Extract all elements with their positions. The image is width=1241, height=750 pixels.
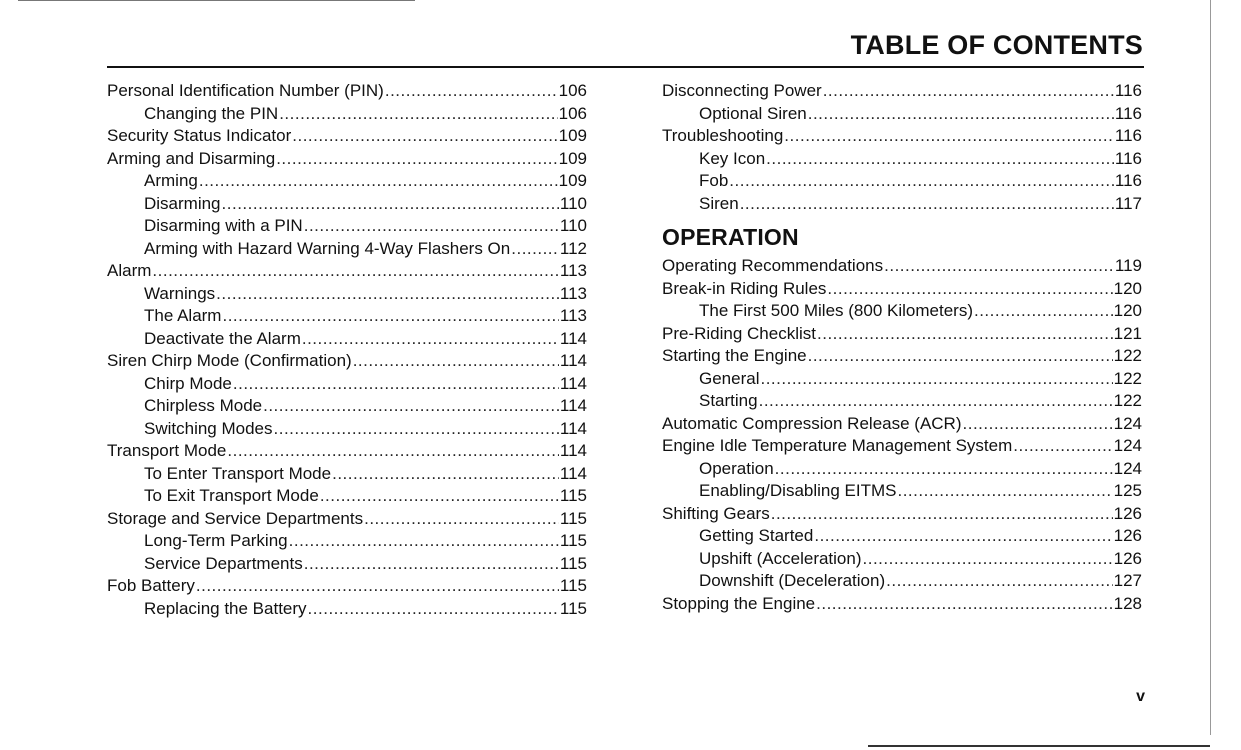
- toc-entry-label: Disarming: [144, 193, 221, 213]
- toc-dot-leader: [884, 255, 1114, 278]
- toc-entry: [107, 463, 587, 486]
- toc-entry-page: 126: [1113, 526, 1142, 545]
- toc-entry: [107, 575, 587, 598]
- toc-dot-leader: [222, 305, 558, 328]
- toc-entry-page: 106: [558, 103, 587, 123]
- toc-right-bottom-list: [662, 255, 1142, 615]
- toc-entry: [107, 125, 587, 148]
- toc-entry-label: Engine Idle Temperature Management System: [662, 436, 1013, 455]
- toc-dot-leader: [740, 193, 1114, 216]
- toc-entry-page: 122: [1113, 391, 1142, 410]
- toc-dot-leader: [308, 598, 559, 621]
- toc-entry: [662, 255, 1142, 278]
- toc-entry-page: 117: [1114, 193, 1142, 213]
- toc-entry: [662, 570, 1142, 593]
- toc-dot-leader: [222, 193, 559, 216]
- toc-entry-label: Break-in Riding Rules: [662, 278, 827, 298]
- toc-entry-label: Deactivate the Alarm: [144, 328, 301, 348]
- scan-top-edge-line: [18, 0, 415, 1]
- toc-entry-label: The Alarm: [144, 306, 222, 325]
- toc-entry-page: 114: [559, 396, 587, 415]
- toc-dot-leader: [216, 283, 559, 306]
- toc-entry-label: Transport Mode: [107, 441, 227, 460]
- toc-dot-leader: [814, 525, 1112, 548]
- toc-entry: [107, 508, 587, 531]
- toc-entry-label: Shifting Gears: [662, 503, 770, 523]
- toc-entry: [107, 103, 587, 126]
- toc-dot-leader: [304, 215, 559, 238]
- toc-entry: [107, 395, 587, 418]
- toc-entry-label: Arming and Disarming: [107, 148, 276, 168]
- toc-dot-leader: [292, 125, 557, 148]
- toc-entry: [662, 435, 1142, 458]
- toc-entry-label: Downshift (Deceleration): [699, 571, 886, 590]
- toc-dot-leader: [274, 418, 559, 441]
- toc-entry-page: 110: [559, 216, 587, 235]
- toc-entry-page: 124: [1113, 413, 1142, 433]
- toc-entry: [662, 503, 1142, 526]
- toc-dot-leader: [233, 373, 559, 396]
- toc-entry: [662, 193, 1142, 216]
- toc-dot-leader: [766, 148, 1114, 171]
- toc-entry-label: Enabling/Disabling EITMS: [699, 481, 897, 500]
- toc-entry-label: Security Status Indicator: [107, 126, 292, 145]
- toc-dot-leader: [364, 508, 559, 531]
- toc-entry-page: 120: [1113, 301, 1142, 320]
- toc-entry: [107, 148, 587, 171]
- toc-entry-page: 109: [558, 126, 587, 145]
- toc-entry-page: 115: [559, 486, 587, 505]
- toc-dot-leader: [816, 593, 1113, 616]
- toc-entry-label: Upshift (Acceleration): [699, 548, 862, 568]
- toc-dot-leader: [196, 575, 559, 598]
- toc-dot-leader: [279, 103, 557, 126]
- toc-entry-page: 114: [559, 373, 587, 393]
- toc-entry-page: 116: [1114, 171, 1142, 190]
- toc-dot-leader: [808, 103, 1114, 126]
- toc-right-column: [662, 80, 1142, 615]
- scan-bottom-edge-line: [868, 745, 1210, 747]
- toc-entry-page: 121: [1113, 323, 1142, 343]
- toc-entry-label: Switching Modes: [144, 418, 273, 438]
- toc-entry-page: 114: [559, 328, 587, 348]
- toc-entry-label: Stopping the Engine: [662, 593, 816, 613]
- toc-dot-leader: [974, 300, 1113, 323]
- toc-dot-leader: [1013, 435, 1112, 458]
- toc-entry: [107, 350, 587, 373]
- toc-entry-page: 113: [559, 283, 587, 303]
- toc-entry-label: Storage and Service Departments: [107, 508, 364, 528]
- toc-entry-page: 119: [1114, 256, 1142, 275]
- toc-entry: [662, 458, 1142, 481]
- toc-dot-leader: [511, 238, 559, 261]
- toc-dot-leader: [302, 328, 559, 351]
- toc-dot-leader: [863, 548, 1113, 571]
- toc-entry-page: 122: [1113, 368, 1142, 388]
- toc-right-top-list: [662, 80, 1142, 215]
- toc-entry: [662, 593, 1142, 616]
- toc-entry: [662, 170, 1142, 193]
- toc-entry-page: 116: [1114, 81, 1142, 100]
- toc-dot-leader: [775, 458, 1113, 481]
- toc-entry-page: 113: [559, 306, 587, 325]
- toc-entry-page: 115: [559, 531, 587, 550]
- toc-entry-page: 112: [559, 238, 587, 258]
- toc-entry-label: Replacing the Battery: [144, 598, 307, 618]
- toc-entry-label: Personal Identification Number (PIN): [107, 81, 384, 100]
- toc-entry-page: 114: [559, 418, 587, 438]
- toc-entry-page: 127: [1113, 571, 1142, 590]
- scan-right-edge-line: [1210, 0, 1211, 735]
- toc-entry-label: Siren: [699, 193, 739, 213]
- toc-entry-label: Troubleshooting: [662, 126, 784, 145]
- toc-entry-label: Operating Recommendations: [662, 256, 884, 275]
- toc-entry: [107, 553, 587, 576]
- toc-entry-label: To Enter Transport Mode: [144, 463, 332, 483]
- toc-entry: [662, 390, 1142, 413]
- toc-entry-page: 116: [1114, 148, 1142, 168]
- toc-entry-label: Disconnecting Power: [662, 81, 822, 100]
- toc-entry-label: Chirpless Mode: [144, 396, 263, 415]
- section-heading-operation: OPERATION: [662, 224, 799, 250]
- toc-entry-page: 114: [559, 463, 587, 483]
- toc-dot-leader: [320, 485, 559, 508]
- toc-dot-leader: [897, 480, 1112, 503]
- toc-entry-label: Changing the PIN: [144, 103, 279, 123]
- toc-entry: [662, 148, 1142, 171]
- toc-entry-page: 115: [559, 508, 587, 528]
- toc-entry-page: 110: [559, 193, 587, 213]
- toc-entry-label: Chirp Mode: [144, 373, 232, 393]
- toc-entry-label: Fob Battery: [107, 576, 195, 595]
- toc-entry-page: 113: [559, 261, 587, 280]
- toc-dot-leader: [385, 80, 558, 103]
- toc-dot-leader: [771, 503, 1113, 526]
- toc-entry: [107, 170, 587, 193]
- toc-entry-page: 124: [1113, 436, 1142, 455]
- toc-dot-leader: [784, 125, 1114, 148]
- toc-entry-page: 109: [558, 148, 587, 168]
- toc-entry: [107, 530, 587, 553]
- toc-dot-leader: [823, 80, 1114, 103]
- toc-entry-label: Disarming with a PIN: [144, 216, 303, 235]
- toc-entry: [662, 80, 1142, 103]
- toc-dot-leader: [760, 368, 1112, 391]
- toc-entry-label: Long-Term Parking: [144, 531, 288, 550]
- toc-left-column: [107, 80, 587, 620]
- toc-entry: [662, 525, 1142, 548]
- toc-dot-leader: [332, 463, 559, 486]
- toc-entry: [662, 480, 1142, 503]
- toc-entry: [107, 80, 587, 103]
- toc-entry-label: Getting Started: [699, 526, 814, 545]
- toc-dot-leader: [808, 345, 1113, 368]
- toc-entry: [107, 598, 587, 621]
- toc-entry-label: General: [699, 368, 760, 388]
- toc-entry: [107, 260, 587, 283]
- toc-entry-label: Starting the Engine: [662, 346, 807, 365]
- toc-entry-page: 116: [1114, 103, 1142, 123]
- toc-entry: [662, 125, 1142, 148]
- toc-entry: [107, 485, 587, 508]
- toc-entry-label: Siren Chirp Mode (Confirmation): [107, 351, 352, 370]
- toc-dot-leader: [886, 570, 1112, 593]
- toc-entry: [107, 238, 587, 261]
- toc-entry-page: 115: [559, 598, 587, 618]
- toc-entry-page: 124: [1113, 458, 1142, 478]
- toc-entry-label: Alarm: [107, 261, 152, 280]
- toc-entry: [662, 345, 1142, 368]
- toc-entry: [662, 368, 1142, 391]
- toc-entry-label: Starting: [699, 391, 758, 410]
- toc-entry-page: 122: [1113, 346, 1142, 365]
- toc-entry: [107, 373, 587, 396]
- toc-entry-page: 128: [1113, 593, 1142, 613]
- toc-entry-page: 109: [558, 171, 587, 190]
- toc-dot-leader: [759, 390, 1113, 413]
- toc-entry-page: 126: [1113, 503, 1142, 523]
- toc-entry-label: Pre-Riding Checklist: [662, 323, 816, 343]
- toc-entry: [107, 418, 587, 441]
- toc-entry-label: To Exit Transport Mode: [144, 486, 319, 505]
- toc-entry-page: 120: [1113, 278, 1142, 298]
- toc-dot-leader: [963, 413, 1113, 436]
- toc-entry: [662, 323, 1142, 346]
- toc-entry: [107, 193, 587, 216]
- toc-dot-leader: [199, 170, 558, 193]
- page-title: TABLE OF CONTENTS: [850, 30, 1143, 60]
- toc-entry: [662, 548, 1142, 571]
- toc-dot-leader: [263, 395, 559, 418]
- toc-entry-label: Optional Siren: [699, 103, 807, 123]
- toc-dot-leader: [304, 553, 559, 576]
- toc-dot-leader: [817, 323, 1113, 346]
- toc-entry-label: Automatic Compression Release (ACR): [662, 413, 962, 433]
- toc-dot-leader: [353, 350, 559, 373]
- toc-entry-label: Operation: [699, 458, 774, 478]
- toc-entry-label: Key Icon: [699, 148, 766, 168]
- toc-entry: [662, 413, 1142, 436]
- toc-entry-page: 114: [559, 441, 587, 460]
- toc-dot-leader: [729, 170, 1114, 193]
- page-number: v: [1136, 688, 1145, 705]
- toc-dot-leader: [227, 440, 559, 463]
- toc-entry-label: The First 500 Miles (800 Kilometers): [699, 301, 973, 320]
- toc-entry: [107, 283, 587, 306]
- toc-entry-page: 125: [1113, 481, 1142, 500]
- toc-dot-leader: [827, 278, 1112, 301]
- toc-entry-page: 115: [559, 576, 587, 595]
- toc-entry-page: 114: [559, 351, 587, 370]
- toc-entry: [107, 305, 587, 328]
- toc-entry: [662, 300, 1142, 323]
- toc-entry-label: Fob: [699, 171, 729, 190]
- toc-entry-label: Arming: [144, 171, 198, 190]
- toc-entry: [662, 278, 1142, 301]
- toc-entry-page: 116: [1114, 126, 1142, 145]
- toc-dot-leader: [152, 260, 558, 283]
- toc-dot-leader: [276, 148, 557, 171]
- toc-entry: [107, 328, 587, 351]
- header-rule: [107, 66, 1144, 68]
- toc-entry-label: Warnings: [144, 283, 216, 303]
- toc-entry-page: 115: [559, 553, 587, 573]
- toc-entry: [662, 103, 1142, 126]
- toc-dot-leader: [289, 530, 559, 553]
- toc-entry: [107, 440, 587, 463]
- toc-entry-label: Service Departments: [144, 553, 303, 573]
- toc-entry-label: Arming with Hazard Warning 4-Way Flashers On: [144, 238, 511, 258]
- toc-entry: [107, 215, 587, 238]
- toc-entry-page: 106: [558, 81, 587, 100]
- toc-entry-page: 126: [1113, 548, 1142, 568]
